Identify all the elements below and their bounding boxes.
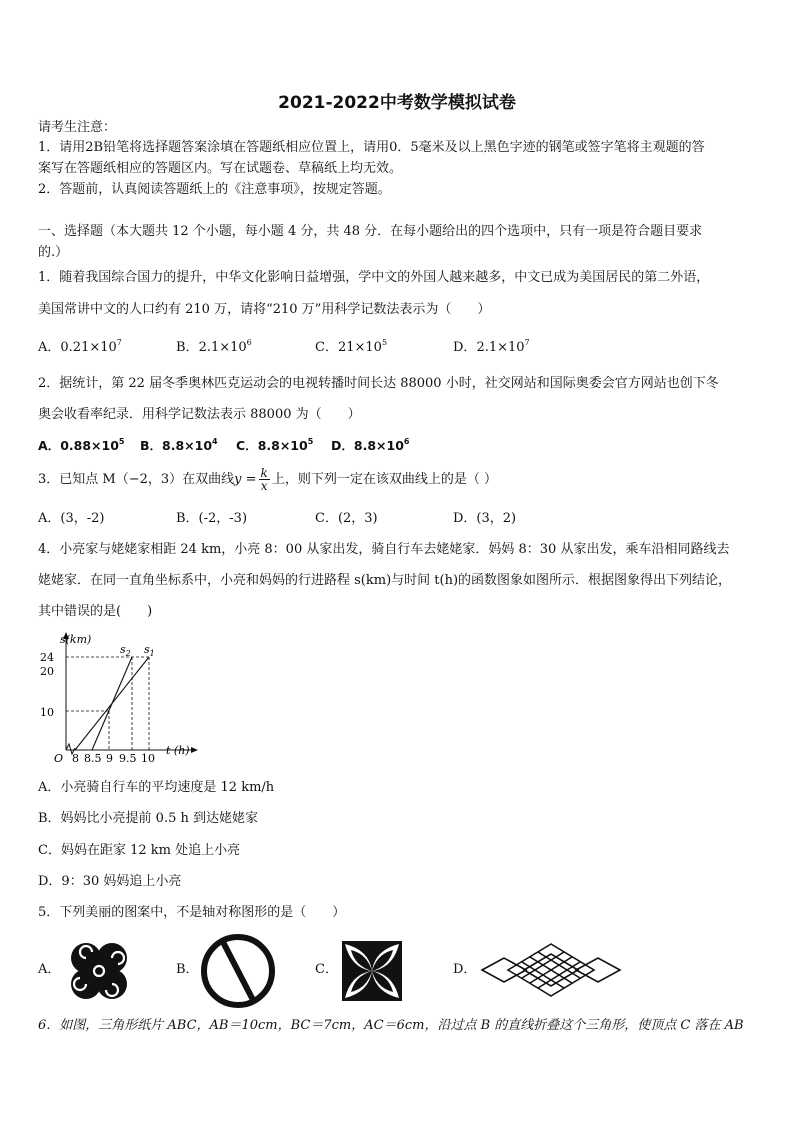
option-label: C． [315, 340, 338, 355]
q4-option-c[interactable]: C．妈妈在距家 12 km 处追上小亮 [38, 843, 241, 858]
option-exponent: 5 [307, 437, 314, 446]
option-exponent: 4 [212, 437, 218, 446]
page-title: 2021-2022中考数学模拟试卷 [278, 93, 516, 113]
x-tick-8: 8 [72, 752, 79, 765]
option-exponent: 5 [118, 437, 125, 446]
option-label: A． [38, 438, 61, 453]
s1-label [144, 643, 155, 658]
q3-option-d[interactable]: D．(3，2) [453, 511, 517, 526]
q3-stem-before: 3．已知点 M（−2，3）在双曲线 [38, 472, 235, 487]
q1-stem-line-2: 美国常讲中文的人口约有 210 万，请将“210 万”用科学记数法表示为（ ） [38, 302, 491, 317]
q5-option-b-pattern[interactable] [199, 932, 277, 1010]
q4-option-a[interactable]: A．小亮骑自行车的平均速度是 12 km/h [38, 780, 275, 795]
option-value: 8.8×10 [257, 438, 308, 453]
notice-line-3: 2．答题前，认真阅读答题纸上的《注意事项》，按规定答题。 [38, 182, 391, 197]
q5-option-d-pattern[interactable] [478, 940, 624, 1000]
option-exponent: 7 [524, 338, 530, 347]
q2-stem-line-1: 2．据统计，第 22 届冬季奥林匹克运动会的电视转播时间长达 88000 小时，社交网站和国际奥委会官方网站也创下冬 [38, 376, 719, 391]
q2-option-b[interactable] [140, 438, 218, 454]
fraction-numerator: k [260, 466, 268, 480]
q1-stem-line-1: 1．随着我国综合国力的提升，中华文化影响日益增强，学中文的外国人越来越多，中文已成为美国居民的第二外语， [38, 270, 710, 285]
origin-label: O [54, 752, 64, 765]
option-label: D． [453, 340, 477, 355]
option-value: 2.1×10 [198, 340, 247, 355]
q5-option-d-label[interactable]: D． [453, 962, 477, 977]
x-axis-label: t (h) [166, 744, 190, 757]
notice-line-2: 案写在答题纸相应的答题区内。写在试题卷、草稿纸上均无效。 [38, 161, 403, 176]
q1-option-a[interactable] [38, 340, 122, 356]
option-exponent: 7 [116, 338, 122, 347]
x-tick-9-5: 9.5 [119, 752, 137, 765]
q2-stem-line-2: 奥会收看率纪录．用科学记数法表示 88000 为（ ） [38, 407, 361, 422]
option-value: 8.8×10 [353, 438, 404, 453]
s2-label [120, 643, 131, 658]
q2-option-a[interactable] [38, 438, 124, 454]
q4-stem-line-1: 4．小亮家与姥姥家相距 24 km，小亮 8：00 从家出发，骑自行车去姥姥家．妈妈 8：30 从家出发，乘车沿相同路线去 [38, 542, 730, 557]
x-tick-8-5: 8.5 [84, 752, 102, 765]
x-tick-10: 10 [141, 752, 155, 765]
x-axis-arrow [191, 747, 198, 753]
q1-option-b[interactable] [176, 340, 252, 356]
q3-option-a[interactable]: A．(3，-2) [38, 511, 105, 526]
option-value: 0.88×10 [60, 438, 119, 453]
option-label: B． [140, 438, 163, 453]
y-tick-24: 24 [40, 651, 54, 664]
x-tick-9: 9 [106, 752, 113, 765]
notice-line-1: 1．请用2B铅笔将选择题答案涂填在答题纸相应位置上，请用0．5毫米及以上黑色字迹的钢笔或签字笔将主观题的答 [38, 140, 705, 155]
q2-option-d[interactable] [331, 438, 409, 454]
q4-stem-line-2: 姥姥家．在同一直角坐标系中，小亮和妈妈的行进路程 s(km)与时间 t(h)的函数图象如图所示．根据图象得出下列结论， [38, 573, 732, 588]
q5-option-a-pattern[interactable] [66, 938, 132, 1004]
option-exponent: 6 [403, 437, 410, 446]
fraction-denominator: x [260, 479, 268, 493]
section-1-heading: 一、选择题（本大题共 12 个小题，每小题 4 分，共 48 分．在每小题给出的四个选项中，只有一项是符合题目要求 [38, 224, 703, 239]
q5-option-c-pattern[interactable] [341, 940, 403, 1002]
option-label: D． [331, 438, 354, 453]
option-exponent: 5 [381, 338, 388, 347]
q3-stem [38, 466, 497, 494]
option-value: 8.8×10 [162, 438, 213, 453]
q1-option-d[interactable] [453, 340, 530, 356]
q5-option-c-label[interactable]: C． [315, 962, 338, 977]
q4-distance-time-graph [36, 630, 206, 770]
option-exponent: 6 [246, 338, 252, 347]
q4-option-d[interactable]: D．9：30 妈妈追上小亮 [38, 874, 182, 889]
q3-option-c[interactable]: C．(2，3) [315, 511, 378, 526]
q6-stem-line-1: 6．如图，三角形纸片 ABC，AB＝10cm，BC＝7cm，AC＝6cm，沿过点 B 的直线折叠这个三角形，使顶点 C 落在 AB [38, 1018, 744, 1033]
y-tick-20: 20 [40, 665, 54, 678]
q4-stem-line-3: 其中错误的是( ) [38, 604, 153, 619]
notice-heading: 请考生注意： [38, 120, 117, 135]
q1-option-c[interactable] [315, 340, 387, 356]
s1-subscript: 1 [149, 649, 155, 658]
option-label: C． [236, 438, 258, 453]
q3-formula-y: y = [234, 472, 257, 487]
option-label: A． [38, 340, 61, 355]
q3-fraction [259, 467, 270, 492]
q2-option-c[interactable] [236, 438, 313, 454]
q5-stem: 5．下列美丽的图案中，不是轴对称图形的是（ ） [38, 905, 346, 920]
option-value: 21×10 [337, 340, 382, 355]
line-s2 [92, 657, 132, 750]
y-tick-10: 10 [40, 706, 54, 719]
option-label: B． [176, 340, 199, 355]
s1-letter: s [144, 643, 150, 656]
y-axis-label: s(km) [60, 633, 92, 646]
option-value: 2.1×10 [476, 340, 525, 355]
s2-letter: s [120, 643, 126, 656]
s2-subscript: 2 [125, 649, 131, 658]
section-1-heading-cont: 的.） [38, 245, 69, 260]
q5-option-b-label[interactable]: B． [176, 962, 199, 977]
q3-stem-after: 上，则下列一定在该双曲线上的是（ ） [271, 472, 497, 487]
q5-option-a-label[interactable]: A． [38, 962, 61, 977]
option-value: 0.21×10 [60, 340, 117, 355]
q3-option-b[interactable]: B．(-2，-3) [176, 511, 248, 526]
q4-option-b[interactable]: B．妈妈比小亮提前 0.5 h 到达姥姥家 [38, 811, 258, 826]
